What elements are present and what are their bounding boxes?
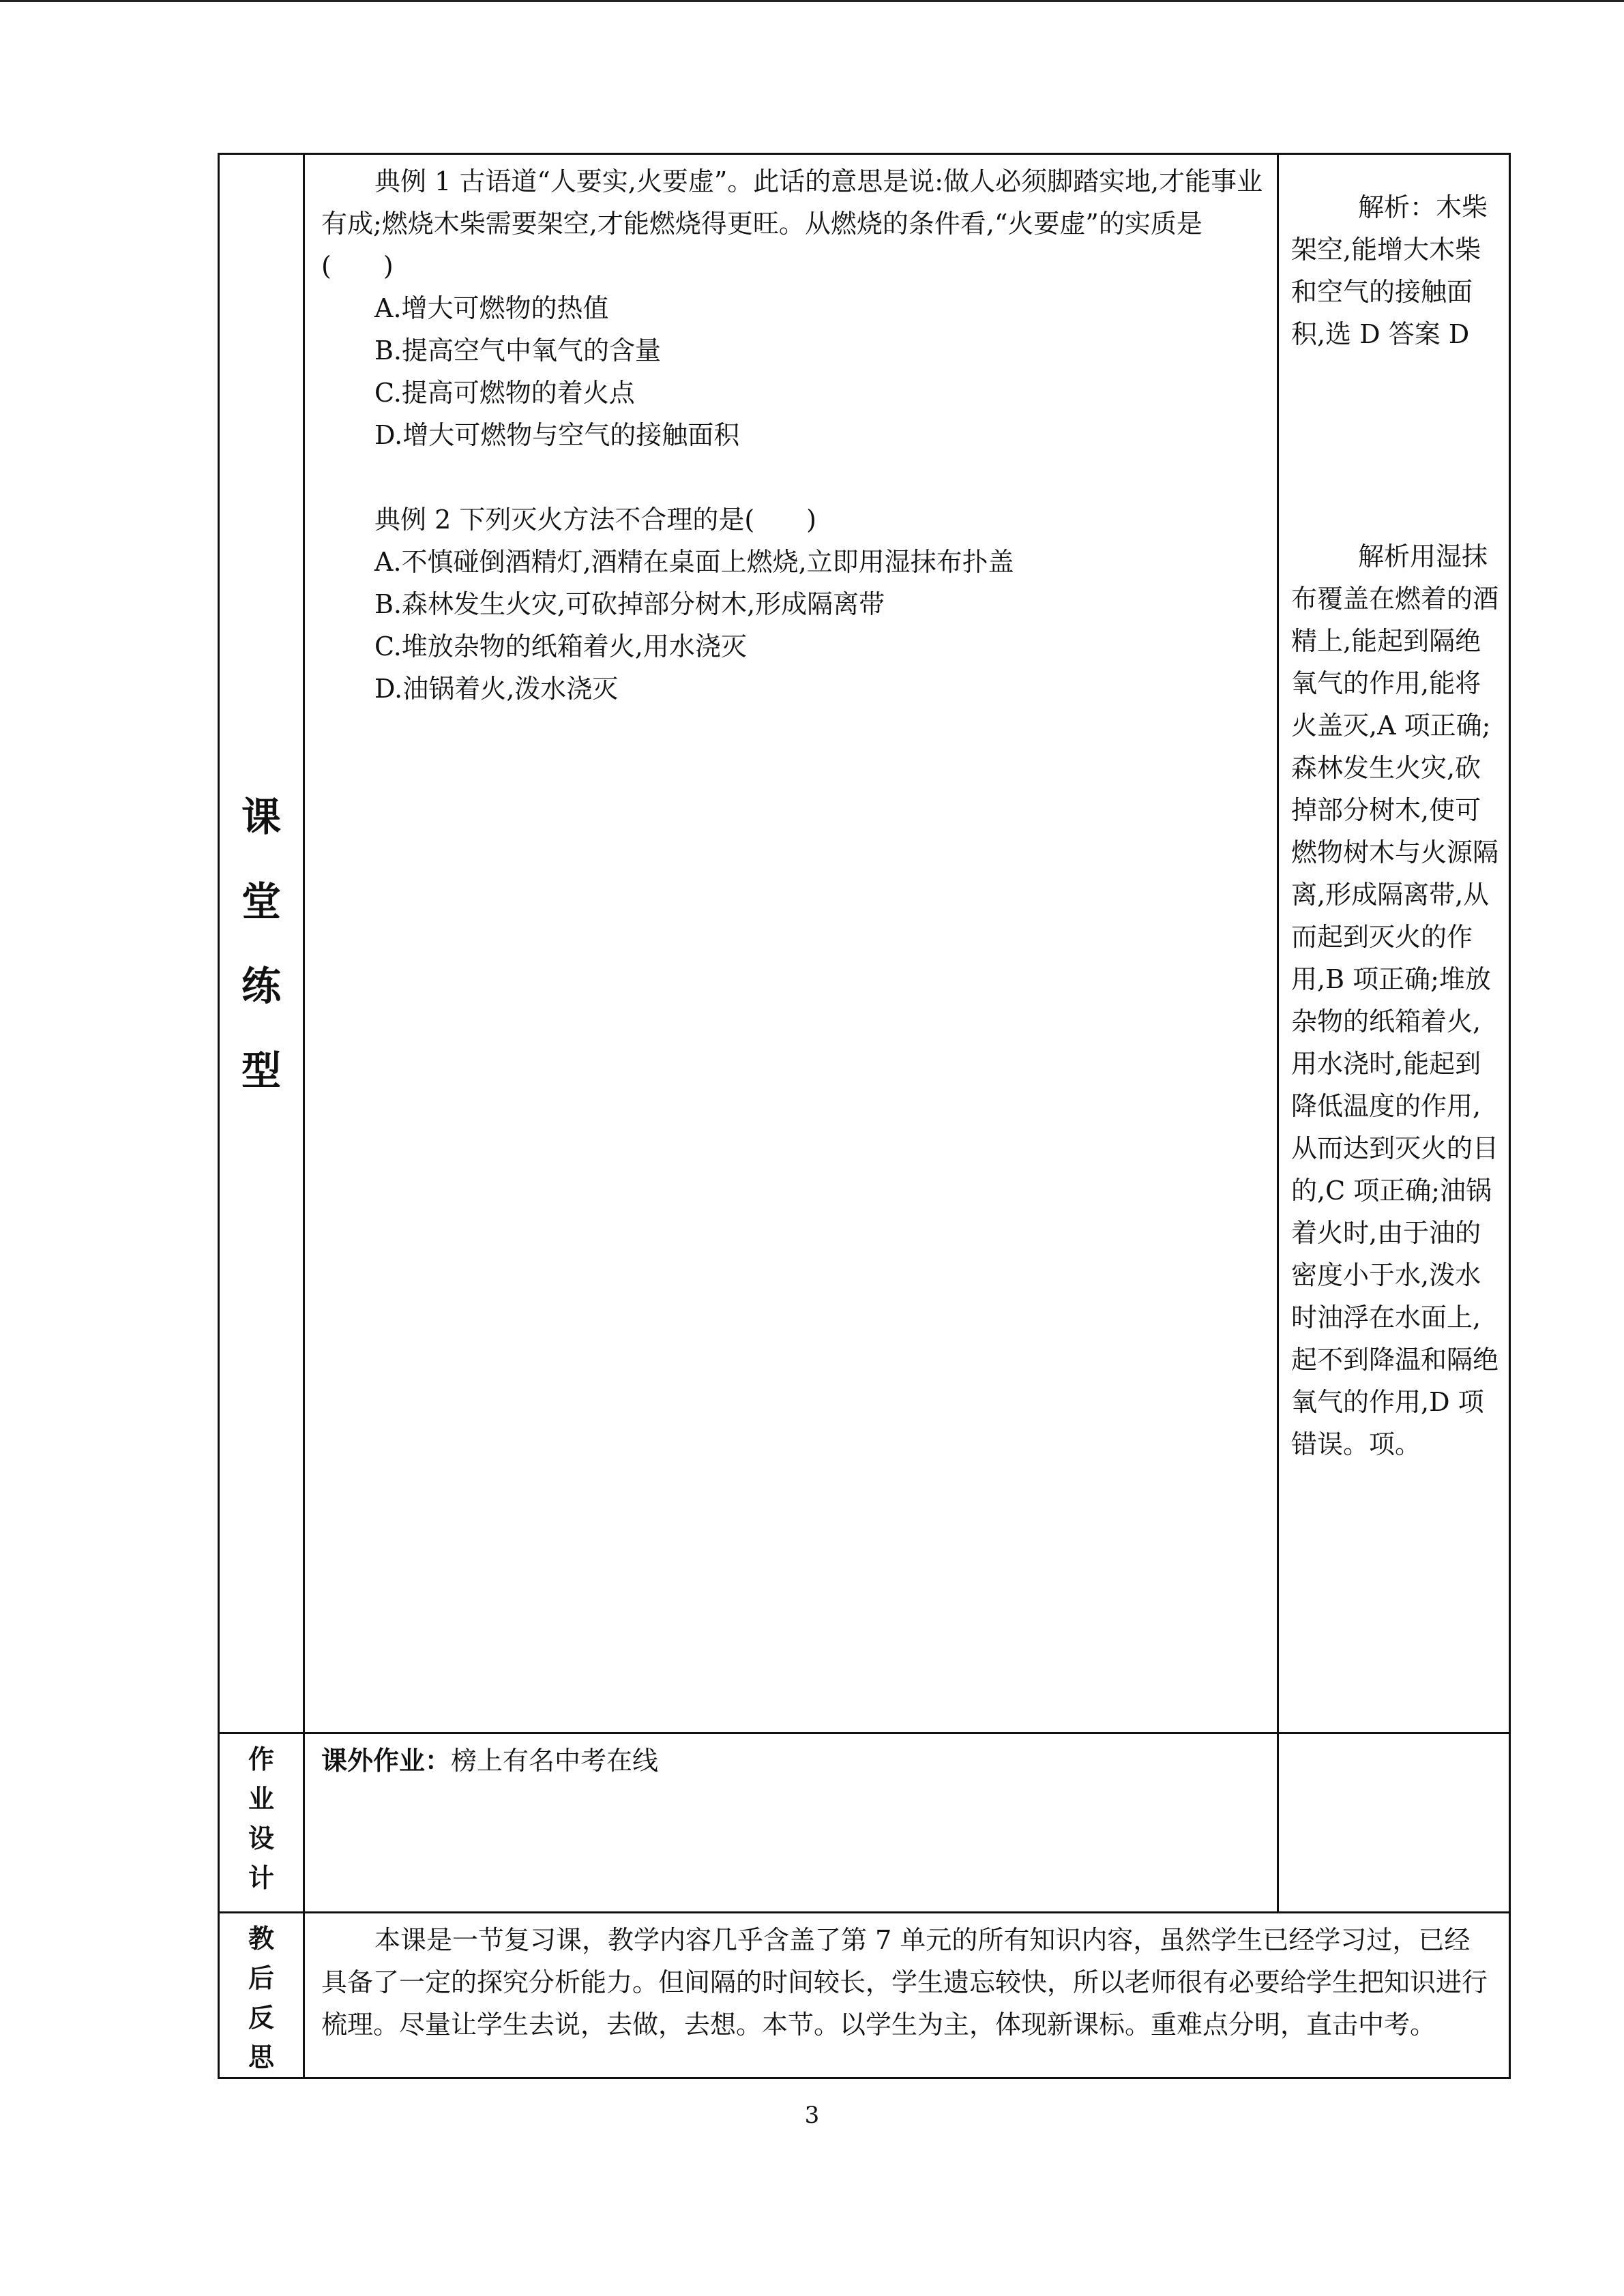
top-border-line xyxy=(0,0,1624,2)
reflection-content-cell xyxy=(304,1913,1510,2078)
homework-title: 课外作业： xyxy=(321,1746,452,1776)
example2-stem: 典例 2 下列灭火方法不合理的是( ) xyxy=(374,505,816,535)
homework-text: 榜上有名中考在线 xyxy=(451,1746,659,1776)
analysis-example1: 解析：木柴架空,能增大木柴和空气的接触面积,选 D 答案 D xyxy=(1291,192,1488,349)
reflection-label-cell xyxy=(219,1913,304,2078)
reflection-label: 教 后 反 思 xyxy=(248,1924,274,2072)
homework-content-cell xyxy=(304,1733,1278,1913)
homework-empty-cell xyxy=(1278,1733,1510,1913)
example1-option-b: B.提高空气中氧气的含量 xyxy=(374,336,662,366)
example2-option-d: D.油锅着火,泼水浇灭 xyxy=(374,674,619,704)
example2-option-b: B.森林发生火灾,可砍掉部分树木,形成隔离带 xyxy=(374,589,885,619)
analysis-example2: 解析用湿抹布覆盖在燃着的酒精上,能起到隔绝氧气的作用,能将火盖灭,A 项正确;森林发生火灾,砍掉部分树木,使可燃物树木与火源隔离,形成隔离带,从而起到灭火的作用,B 项正确;堆放杂物的纸箱着火,用水浇时,能起到降低温度的作用,从而达到灭火的目的,C 项正确;油锅着火时,由于油的密度小于水,泼水时油浮在水面上,起不到降温和隔绝氧气的作用,D 项错误。项。 xyxy=(1291,541,1499,1459)
examples-cell xyxy=(304,154,1278,1733)
section-label: 课 堂 练 型 xyxy=(241,793,281,1094)
analysis-cell xyxy=(1278,154,1510,1733)
homework-label: 作 业 设 计 xyxy=(248,1744,274,1893)
section-label-cell xyxy=(219,154,304,1733)
example2-option-a: A.不慎碰倒酒精灯,酒精在桌面上燃烧,立即用湿抹布扑盖 xyxy=(374,547,1014,577)
example2-option-c: C.堆放杂物的纸箱着火,用水浇灭 xyxy=(374,631,747,661)
homework-row xyxy=(219,1733,1510,1913)
example1-stem: 典例 1 古语道“人要实,火要虚”。此话的意思是说:做人必须脚踏实地,才能事业有成;燃烧木柴需要架空,才能燃烧得更旺。从燃烧的条件看,“火要虚”的实质是( ) xyxy=(321,166,1263,281)
example1-option-d: D.增大可燃物与空气的接触面积 xyxy=(374,420,740,450)
reflection-text: 本课是一节复习课，教学内容几乎含盖了第 7 单元的所有知识内容，虽然学生已经学习过，已经具备了一定的探究分析能力。但间隔的时间较长，学生遗忘较快，所以老师很有必要给学生把知识进行梳理。尽量让学生去说，去做，去想。本节。以学生为主，体现新课标。重难点分明，直击中考。 xyxy=(321,1925,1488,2040)
lesson-plan-table xyxy=(218,153,1511,2079)
page-number: 3 xyxy=(804,2102,820,2129)
example1-option-c: C.提高可燃物的着火点 xyxy=(374,378,635,408)
homework-label-cell xyxy=(219,1733,304,1913)
example1-option-a: A.增大可燃物的热值 xyxy=(374,293,609,323)
classroom-practice-row xyxy=(219,154,1510,1733)
reflection-row xyxy=(219,1913,1510,2078)
